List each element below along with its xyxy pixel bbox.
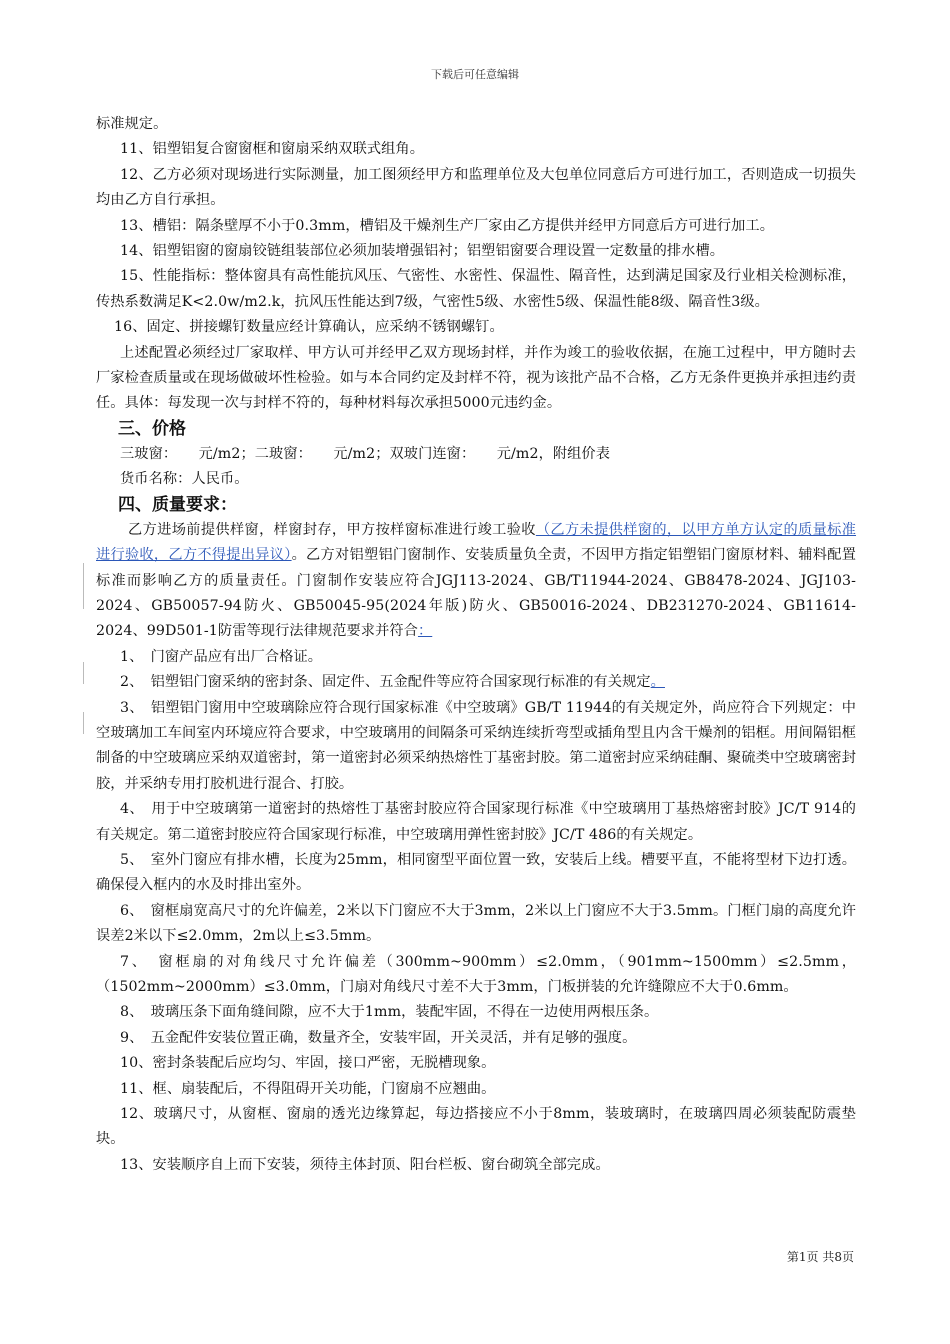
paragraph: 11、铝塑铝复合窗窗框和窗扇采纳双联式组角。 <box>120 141 425 158</box>
paragraph: 16、固定、拼接螺钉数量应经计算确认，应采纳不锈钢螺钉。 <box>114 319 504 336</box>
revision-bar <box>83 712 84 734</box>
paragraph: 12、乙方必须对现场进行实际测量，加工图须经甲方和监理单位及大包单位同意后方可进行加工，否则造成一切损失均由乙方自行承担。 <box>96 166 856 209</box>
page-number: 第1页 共8页 <box>786 1250 854 1264</box>
list-item: 11、框、扇装配后，不得阻碍开关功能，门窗扇不应翘曲。 <box>120 1080 496 1097</box>
page-header: 下载后可任意编辑 <box>431 68 519 81</box>
paragraph: 15、性能指标：整体窗具有高性能抗风压、气密性、水密性、保温性、隔音性，达到满足国家及行业相关检测标准，传热系数满足K<2.0w/m2.k，抗风压性能达到7级，气密性5级、水密性5级、保温性能8级、隔音性3级。 <box>96 268 856 310</box>
quality-intro <box>96 518 856 645</box>
list-item: 5、 室外门窗应有排水槽，长度为25mm，相同窗型平面位置一致，安装后上线。槽要平直，不能将型材下边打透。确保侵入框内的水及时排出室外。 <box>96 851 856 894</box>
list-item: 9、 五金配件安装位置正确，数量齐全，安装牢固，开关灵活，并有足够的强度。 <box>120 1029 637 1046</box>
list-item: 7、 窗框扇的对角线尺寸允许偏差（300mm~900mm）≤2.0mm，（901mm~1500mm）≤2.5mm，（1502mm~2000mm）≤3.0mm，门扇对角线尺寸差不大于3mm，门板拼装的允许缝隙应不大于0.6mm。 <box>96 953 856 995</box>
list-item: 12、玻璃尺寸，从窗框、窗扇的透光边缘算起，每边搭接应不小于8mm，装玻璃时，在玻璃四周必须装配防震垫块。 <box>96 1106 856 1148</box>
tracked-change-link[interactable]: （乙方未提供样窗的，以甲方单方认定的质量标准进行验收，乙方不得提出异议） <box>96 521 857 564</box>
list-item-text: 2、 铝塑铝门窗采纳的密封条、固定件、五金配件等应符合国家现行标准的有关规定 <box>120 674 651 691</box>
revision-bar <box>83 662 84 684</box>
section-heading-price: 三、价格 <box>118 418 186 439</box>
list-item: 4、 用于中空玻璃第一道密封的热熔性丁基密封胶应符合国家现行标准《中空玻璃用丁基热熔密封胶》JC/T 914的有关规定。第二道密封胶应符合国家现行标准，中空玻璃用弹性密封胶》JC/T 486的有关规定。 <box>96 801 856 843</box>
currency-line: 货币名称：人民币。 <box>120 471 249 488</box>
intro-text: 乙方进场前提供样窗，样窗封存，甲方按样窗标准进行竣工验收 <box>128 521 536 538</box>
section-heading-quality: 四、质量要求： <box>118 494 237 515</box>
paragraph: 13、槽铝：隔条壁厚不小于0.3mm，槽铝及干燥剂生产厂家由乙方提供并经甲方同意后方可进行加工。 <box>120 217 775 234</box>
list-item: 13、安装顺序自上而下安装，须待主体封顶、阳台栏板、窗台砌筑全部完成。 <box>120 1156 610 1173</box>
price-line: 三玻窗： 元/m2；二玻窗： 元/m2；双玻门连窗： 元/m2，附组价表 <box>120 445 611 462</box>
paragraph: 上述配置必须经过厂家取样、甲方认可并经甲乙双方现场封样，并作为竣工的验收依据，在施工过程中，甲方随时去厂家检查质量或在现场做破坏性检验。如与本合同约定及封样不符，视为该批产品不合格，乙方无条件更换并承担违约责任。具体：每发现一次与封样不符的，每种材料每次承担5000元违约金。 <box>96 344 856 412</box>
paragraph: 14、铝塑铝窗的窗扇铰链组装部位必须加装增强铝衬；铝塑铝窗要合理设置一定数量的排水槽。 <box>120 243 725 260</box>
document-body <box>96 112 856 1178</box>
list-item: 6、 窗框扇宽高尺寸的允许偏差，2米以下门窗应不大于3mm，2米以上门窗应不大于3.5mm。门框门扇的高度允许误差2米以下≤2.0mm，2m以上≤3.5mm。 <box>96 902 856 945</box>
tracked-change-link[interactable]: ： <box>417 623 433 640</box>
list-item: 10、密封条装配后应均匀、牢固，接口严密，无脱槽现象。 <box>120 1055 496 1072</box>
list-item: 3、 铝塑铝门窗用中空玻璃除应符合现行国家标准《中空玻璃》GB/T 11944的有关规定外，尚应符合下列规定：中空玻璃加工车间室内环境应符合要求，中空玻璃用的间隔条可采纳连续折弯型或插角型且内含干燥剂的铝框。用间隔铝框制备的中空玻璃应采纳双道密封，第一道密封必须采纳热熔性丁基密封胶。第二道密封应采纳硅酮、聚硫类中空玻璃密封胶，并采纳专用打胶机进行混合、打胶。 <box>96 699 856 792</box>
list-item: 8、 玻璃压条下面角缝间隙，应不大于1mm，装配牢固，不得在一边使用两根压条。 <box>120 1004 659 1021</box>
paragraph: 标准规定。 <box>96 116 168 132</box>
intro-text: 。乙方对铝塑铝门窗制作、安装质量负全责，不因甲方指定铝塑铝门窗原材料、辅料配置标准而影响乙方的质量责任。门窗制作安装应符合JGJ113-2024、GB/T11944-2024、GB8478-2024、JGJ103-2024、GB50057-94防火、GB50045-95(2024年版)防火、GB50016-2024、DB231270-2024、GB11614-2024、99D501-1防雷等现行法律规范要求并符合 <box>96 547 856 640</box>
revision-bar <box>83 563 84 609</box>
list-item <box>96 670 856 695</box>
tracked-change-link[interactable]: 。 <box>650 674 665 691</box>
list-item: 1、 门窗产品应有出厂合格证。 <box>120 648 323 665</box>
